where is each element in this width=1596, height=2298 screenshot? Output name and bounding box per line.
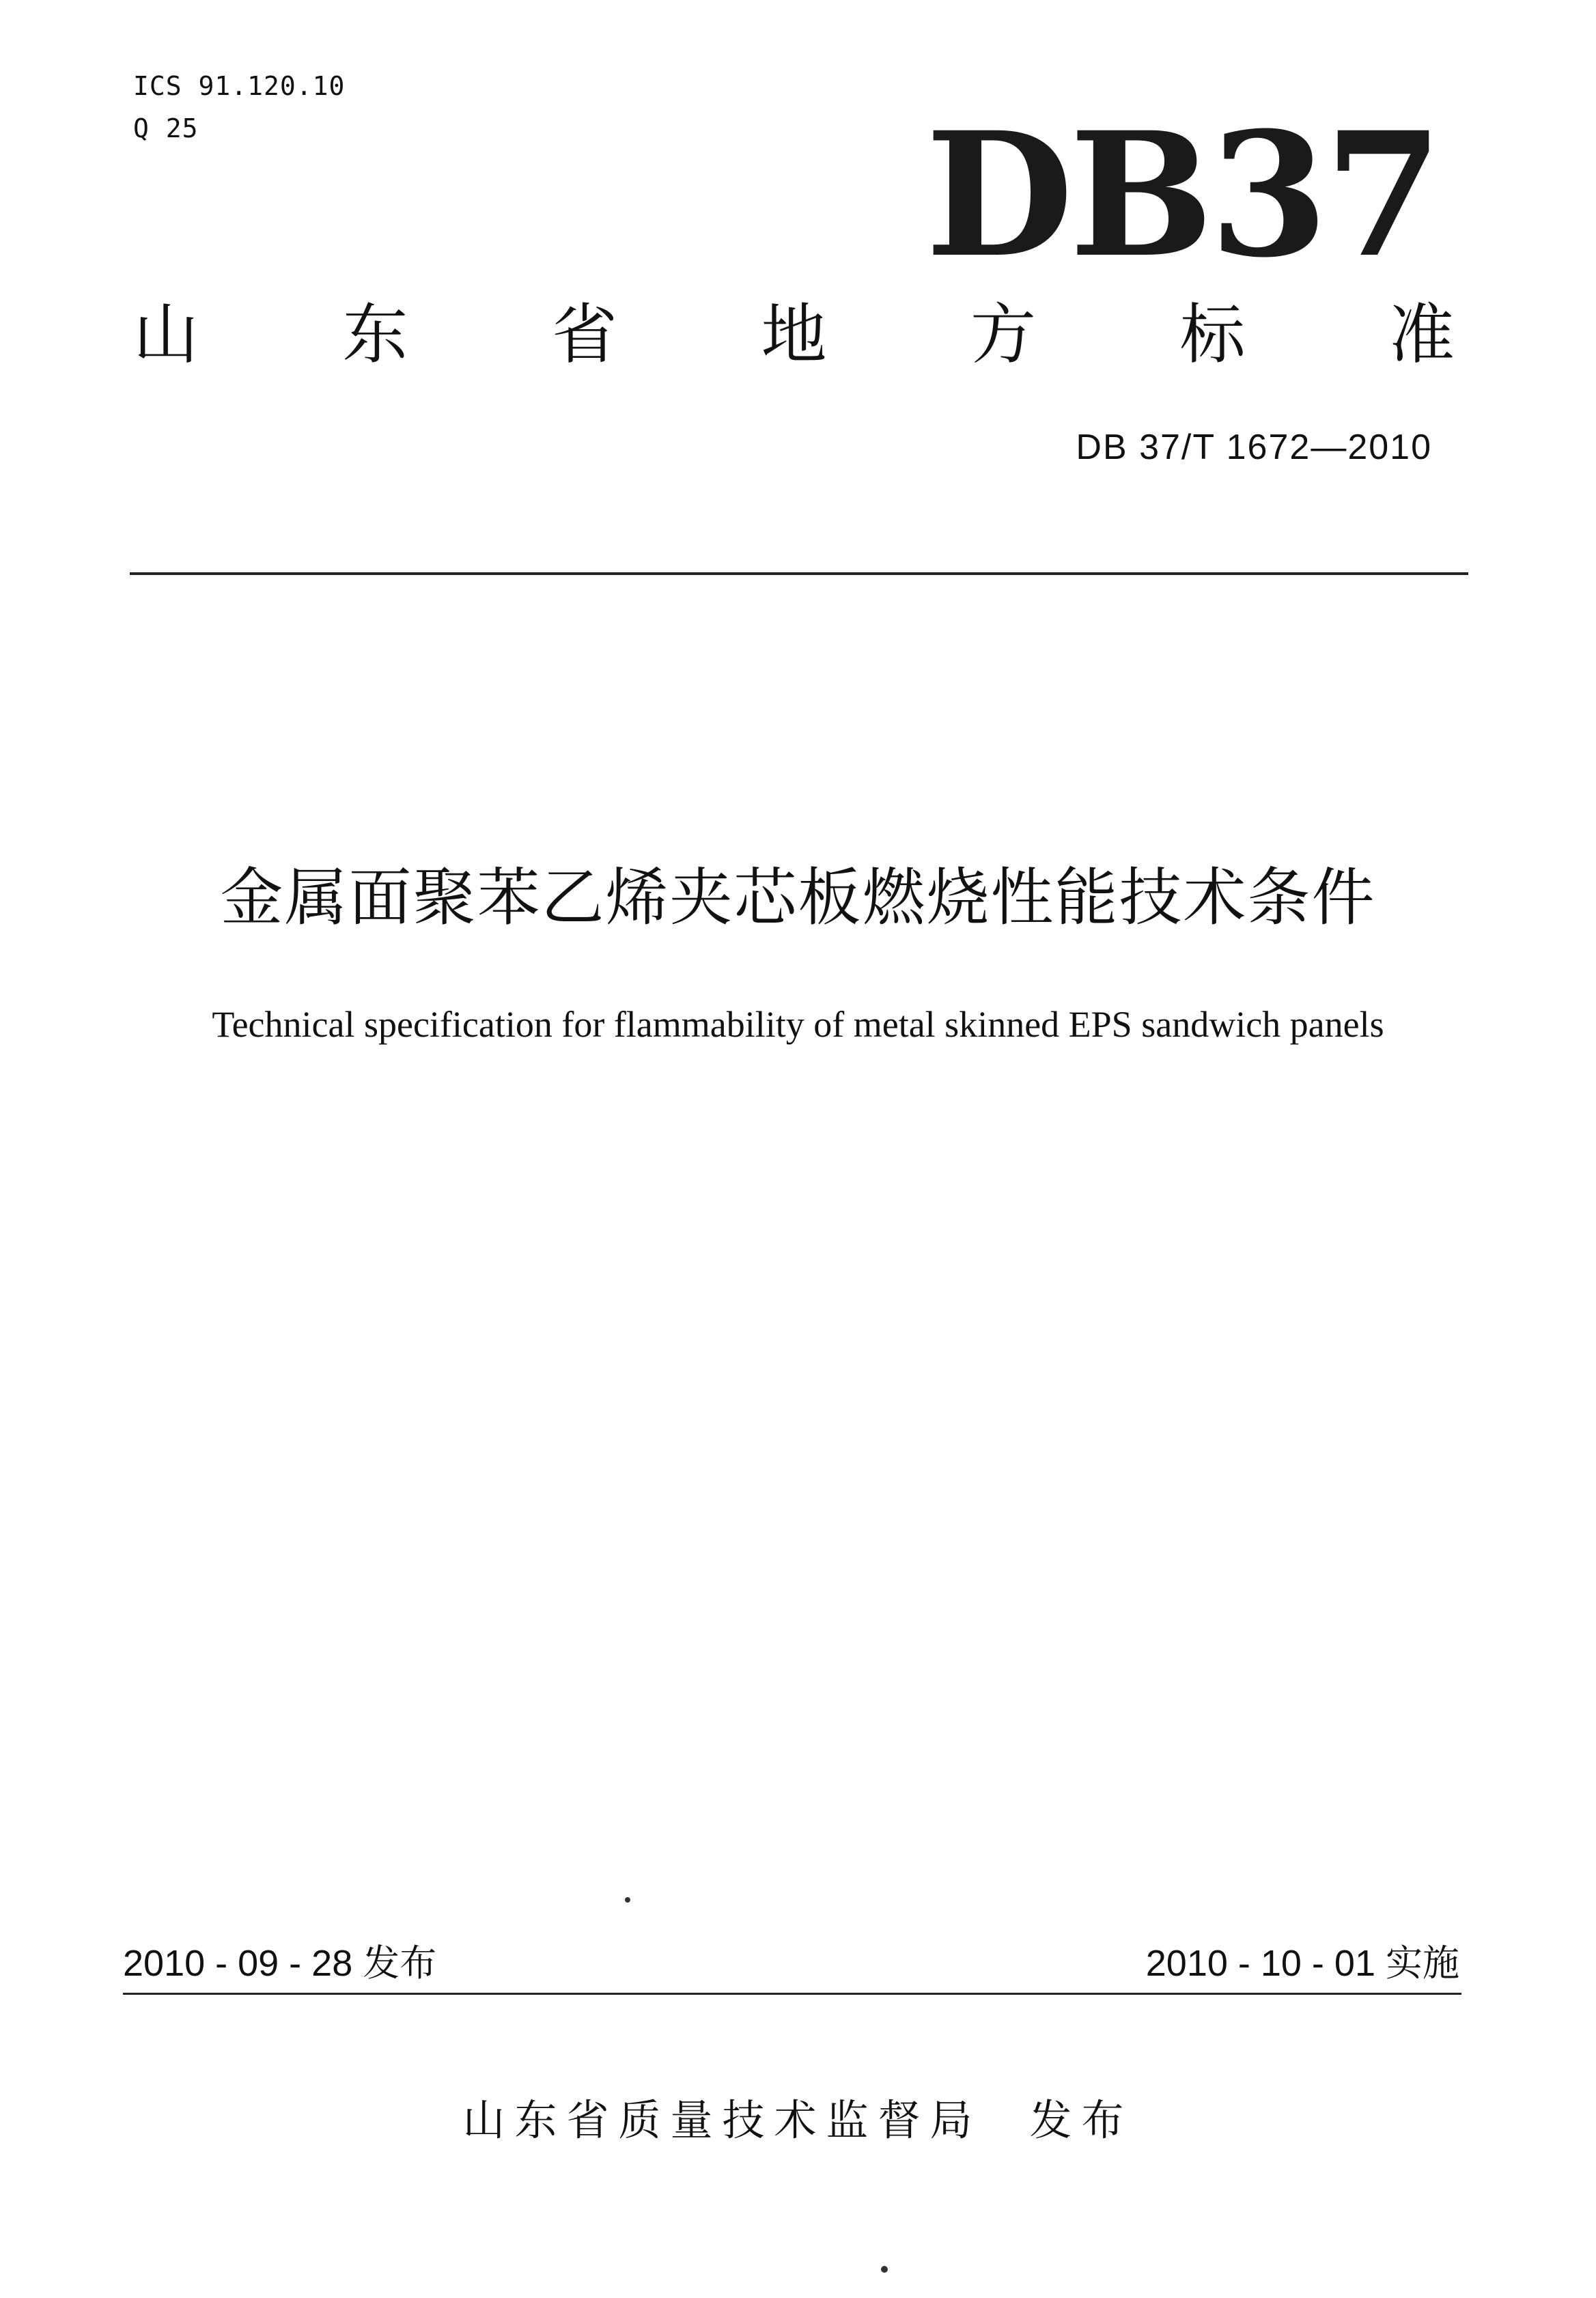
footer-divider — [123, 1993, 1461, 1995]
implement-date: 2010 - 10 - 01 实施 — [1145, 1943, 1459, 1984]
issuer-line — [0, 2090, 1596, 2151]
ics-code: ICS 91.120.10 — [133, 71, 346, 101]
scan-speck — [625, 1897, 630, 1903]
standard-type-char: 方 — [970, 296, 1036, 373]
issuer-action: 发布 — [1029, 2095, 1134, 2145]
title-english: Technical specification for flammability of metal skinned EPS sandwich panels — [212, 1004, 1384, 1045]
db37-logo: DB37 — [925, 94, 1439, 295]
header-divider — [130, 572, 1468, 575]
ccs-code: Q 25 — [133, 113, 199, 143]
standard-type-char: 山 — [133, 296, 199, 373]
standard-type-char: 省 — [552, 296, 617, 373]
standard-type-char: 标 — [1179, 296, 1246, 373]
scan-speck — [881, 2266, 888, 2273]
standard-type-char: 东 — [342, 296, 408, 373]
standard-type — [133, 294, 1455, 376]
classification-codes — [133, 65, 345, 150]
standard-type-char: 地 — [761, 296, 827, 373]
title-chinese: 金属面聚苯乙烯夹芯板燃烧性能技术条件 — [220, 861, 1376, 934]
issue-date: 2010 - 09 - 28 发布 — [123, 1943, 437, 1984]
standard-number: DB 37/T 1672—2010 — [1076, 428, 1432, 467]
standard-type-char: 准 — [1389, 296, 1455, 373]
issuer-name: 山东省质量技术监督局 — [462, 2095, 982, 2145]
